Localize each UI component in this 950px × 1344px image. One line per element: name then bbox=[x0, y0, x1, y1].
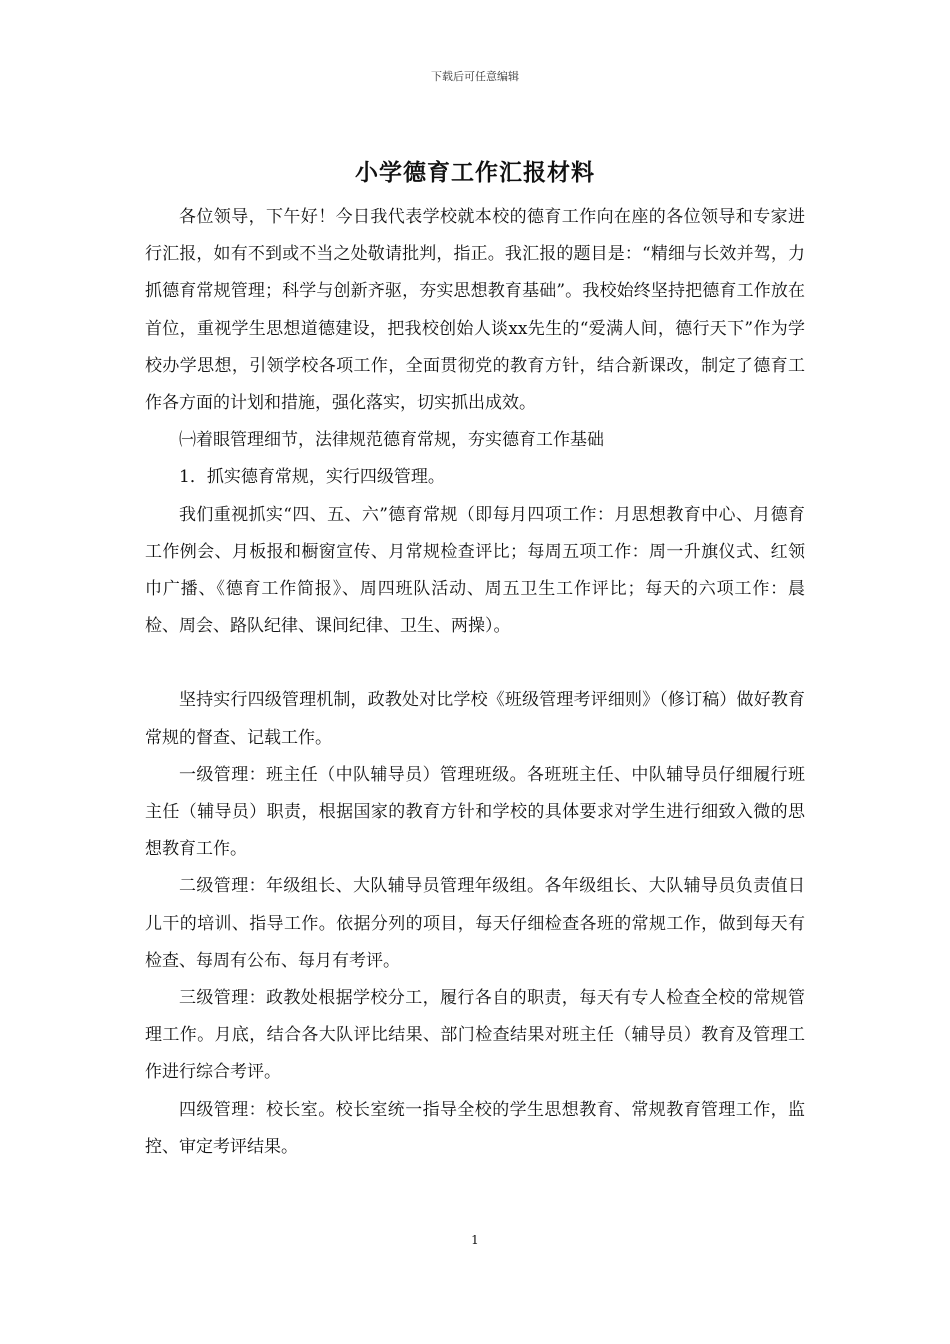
paragraph-four-level: 坚持实行四级管理机制，政教处对比学校《班级管理考评细则》（修订稿）做好教育常规的督查、记载工作。 bbox=[145, 690, 805, 748]
document-body bbox=[145, 199, 805, 1166]
paragraph-level-three: 三级管理：政教处根据学校分工，履行各自的职责，每天有专人检查全校的常规管理工作。月底，结合各大队评比结果、部门检查结果对班主任（辅导员）教育及管理工作进行综合考评。 bbox=[145, 988, 805, 1083]
paragraph-level-one: 一级管理：班主任（中队辅导员）管理班级。各班班主任、中队辅导员仔细履行班主任（辅导员）职责，根据国家的教育方针和学校的具体要求对学生进行细致入微的思想教育工作。 bbox=[145, 764, 805, 860]
paragraph-routine: 我们重视抓实“四、五、六”德育常规（即每月四项工作：月思想教育中心、月德育工作例会、月板报和橱窗宣传、月常规检查评比；每周五项工作：周一升旗仪式、红领巾广播、《德育工作简报》、周四班队活动、周五卫生工作评比；每天的六项工作：晨检、周会、路队纪律、课间纪律、卫生、两操）。 bbox=[145, 504, 805, 637]
paragraph-level-four: 四级管理：校长室。校长室统一指导全校的学生思想教育、常规教育管理工作，监控、审定考评结果。 bbox=[145, 1099, 805, 1157]
document-title: 小学德育工作汇报材料 bbox=[355, 160, 595, 186]
paragraph-section-heading: ㈠着眼管理细节，法律规范德育常规，夯实德育工作基础 bbox=[179, 430, 604, 451]
paragraph-intro: 各位领导，下午好！今日我代表学校就本校的德育工作向在座的各位领导和专家进行汇报，如有不到或不当之处敬请批判，指正。我汇报的题目是：“精细与长效并驾，力抓德育常规管理；科学与创新齐驱，夯实思想教育基础”。我校始终坚持把德育工作放在首位，重视学生思想道德建设，把我校创始人谈xx先生的“爱满人间，德行天下”作为学校办学思想，引领学校各项工作，全面贯彻党的教育方针，结合新课改，制定了德育工作各方面的计划和措施，强化落实，切实抓出成效。 bbox=[145, 207, 805, 414]
page-number: 1 bbox=[471, 1233, 479, 1247]
paragraph-subheading: 1．抓实德育常规，实行四级管理。 bbox=[179, 467, 445, 488]
header-note: 下载后可任意编辑 bbox=[431, 70, 519, 83]
paragraph-level-two: 二级管理：年级组长、大队辅导员管理年级组。各年级组长、大队辅导员负责值日儿干的培训、指导工作。依据分列的项目，每天仔细检查各班的常规工作，做到每天有检查、每周有公布、每月有考评。 bbox=[145, 876, 805, 971]
